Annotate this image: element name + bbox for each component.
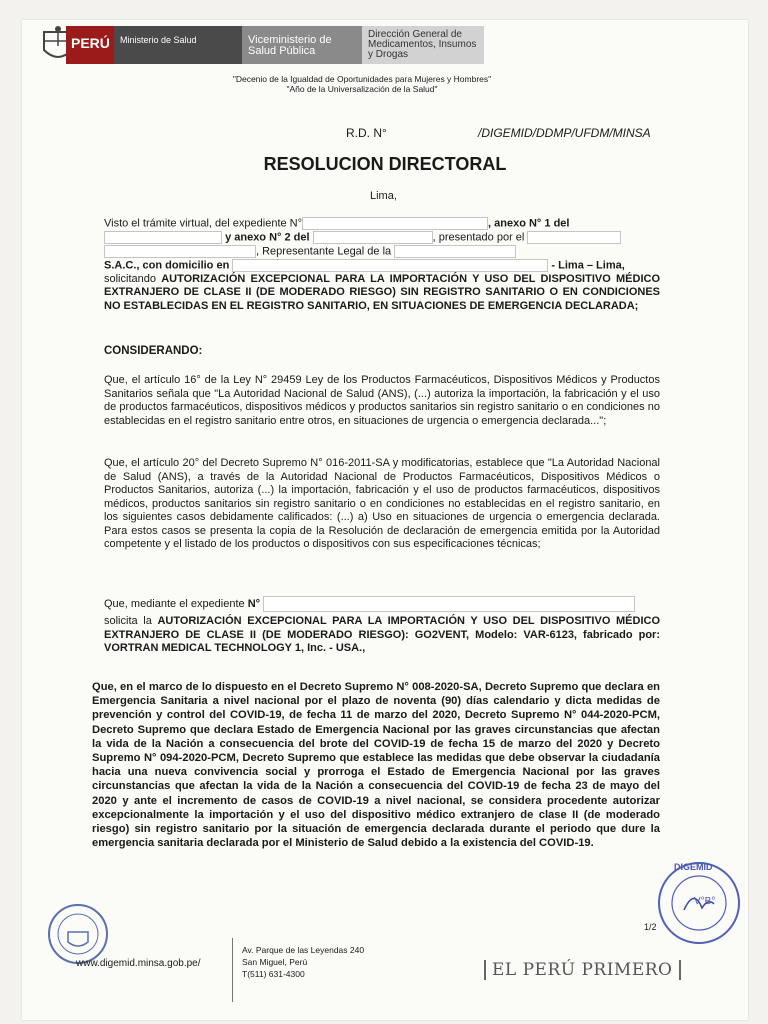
visto-text-4: , presentado por el <box>432 231 525 244</box>
address-line-2: San Miguel, Perú <box>242 957 308 967</box>
city-date: Lima, <box>370 190 397 202</box>
para3-bold-text: AUTORIZACIÓN EXCEPCIONAL PARA LA IMPORTACIÓN Y USO DEL DISPOSITIVO MÉDICO EXTRANJERO DE CLASE II (DE MODERADO RIESGO): GO2VENT, Modelo: VAR-6123, fabricado por: VORTRAN MEDICAL TECHNOLOGY 1, Inc. - USA., <box>104 615 661 654</box>
representative-field <box>104 245 256 258</box>
address-field <box>232 259 548 272</box>
rd-code: /DIGEMID/DDMP/UFDM/MINSA <box>478 126 651 140</box>
visto-block <box>104 217 660 313</box>
visto-text-7: - Lima – Lima, <box>551 259 625 272</box>
peru-label: PERÚ <box>66 26 114 64</box>
considerando-heading: CONSIDERANDO: <box>104 345 203 357</box>
visto-text-5: , Representante Legal de la <box>256 245 392 258</box>
presenter-field <box>527 231 621 244</box>
decenio-banner <box>142 74 582 94</box>
anexo1-date-field <box>104 231 222 244</box>
page-number: 1/2 <box>644 922 657 932</box>
visto-text-6: S.A.C., con domicilio en <box>104 259 230 272</box>
footer-divider <box>232 938 233 1002</box>
footer-address <box>242 944 364 980</box>
expediente-field <box>302 217 488 230</box>
para3-text-a: Que, mediante el expediente <box>104 597 245 610</box>
paragraph-2: Que, el artículo 20° del Decreto Supremo N° 016-2011-SA y modificatorias, establece que "La Autoridad Nacional de Salud (ANS), a través de la Autoridad Nacional de Productos Farmacéuticos, Dispositivos Médicos o Productos Sanitarios, autoriza (...) la importación, fabricación y el uso de productos farmacéuticos, dispositivos médicos, productos sanitarios sin registro sanitario o en condiciones no establecidas en el registro sanitario, en los siguientes casos debidamente calificados: (...) a) Uso en situaciones de urgencia o emergencia declarada. Para estos casos se presenta la copia de la Resolución de declaración de emergencia emitida por la Autoridad competente y el listado de los productos o dispositivos con sus especificaciones técnicas; <box>104 457 660 550</box>
document-page <box>22 20 748 1020</box>
visto-text-8: solicitando <box>104 272 156 285</box>
footer-brand: EL PERÚ PRIMERO <box>484 960 681 980</box>
address-line-3: T(511) 631-4300 <box>242 969 305 979</box>
anexo2-date-field <box>313 231 433 244</box>
paragraph-4: Que, en el marco de lo dispuesto en el Decreto Supremo N° 008-2020-SA, Decreto Supremo que declara en Emergencia Sanitaria a nivel nacional por el plazo de noventa (90) días calendario y dicta medidas de prevención y control del COVID-19, de fecha 11 de marzo del 2020, Decreto Supremo N° 044-2020-PCM, Decreto Supremo que declara Estado de Emergencia Nacional por las graves circunstancias que afectan la vida de la Nación a consecuencia del brote del COVID-19 de fecha 15 de marzo del 2020 y Decreto Supremo N° 094-2020-PCM, Decreto Supremo que establece las medidas que debe observar la ciudadanía hacia una nueva convivencia social y prorroga el Estado de Emergencia Nacional por las graves circunstancias que afectan la vida de la Nación a consecuencia del COVID-19 de fecha 23 de mayo del 2020 y ante el incremento de casos de COVID-19 a nivel nacional, se considera procedente autorizar excepcionalmente la importación y el uso del dispositivo médico extranjero de clase II (de moderado riesgo) sin registro sanitario por la situación de emergencia declarada durante el periodo que dure la emergencia sanitaria declarada por el Ministerio de Salud debido a la existencia del COVID-19. <box>92 681 660 850</box>
document-title: RESOLUCION DIRECTORAL <box>263 154 507 174</box>
visto-bold-text: AUTORIZACIÓN EXCEPCIONAL PARA LA IMPORTACIÓN Y USO DEL DISPOSITIVO MÉDICO EXTRANJERO DE CLASE II (DE MODERADO RIESGO) SIN REGISTRO SANITARIO O EN CONDICIONES NO ESTABLECIDAS EN EL REGISTRO SANITARIO, EN SITUACIONES DE EMERGENCIA DECLARADA; <box>104 272 660 312</box>
paragraph-3 <box>104 596 660 656</box>
footer-website: www.digemid.minsa.gob.pe/ <box>76 958 201 969</box>
vobo-stamp-text: V°B° <box>694 896 716 907</box>
paragraph-1: Que, el artículo 16° de la Ley N° 29459 Ley de los Productos Farmacéuticos, Dispositivos Médicos y Productos Sanitarios señala que "La Autoridad Nacional de Salud (ANS), (...) autoriza la importación, la fabricación y el uso de productos farmacéuticos, dispositivos médicos y productos sanitarios sin registro sanitario o en condiciones no establecidas en el registro sanitario entre otros, en situaciones de urgencia o emergencia declarada..."; <box>104 374 660 427</box>
ministerio-label: Ministerio de Salud <box>114 26 242 64</box>
decenio-line-2: "Año de la Universalización de la Salud" <box>286 84 438 94</box>
decenio-line-1: "Decenio de la Igualdad de Oportunidades para Mujeres y Hombres" <box>232 74 492 84</box>
direccion-label: Dirección General de Medicamentos, Insumos y Drogas <box>362 26 484 64</box>
para3-text-b: solicita la <box>104 615 152 627</box>
expediente-field-2 <box>263 596 635 612</box>
rd-number-label: R.D. N° <box>346 126 387 140</box>
viceministerio-label: Viceministerio de Salud Pública <box>242 26 362 64</box>
company-field <box>394 245 516 258</box>
visto-text-1: Visto el trámite virtual, del expediente N° <box>104 217 303 230</box>
visto-text-2: , anexo N° 1 del <box>488 217 570 230</box>
digemid-stamp-text: DIGEMID <box>674 862 713 872</box>
para3-number-label: N° <box>247 597 261 610</box>
ministerio-seal-icon <box>46 902 110 966</box>
address-line-1: Av. Parque de las Leyendas 240 <box>242 945 365 955</box>
visto-text-3: y anexo N° 2 del <box>225 231 310 244</box>
